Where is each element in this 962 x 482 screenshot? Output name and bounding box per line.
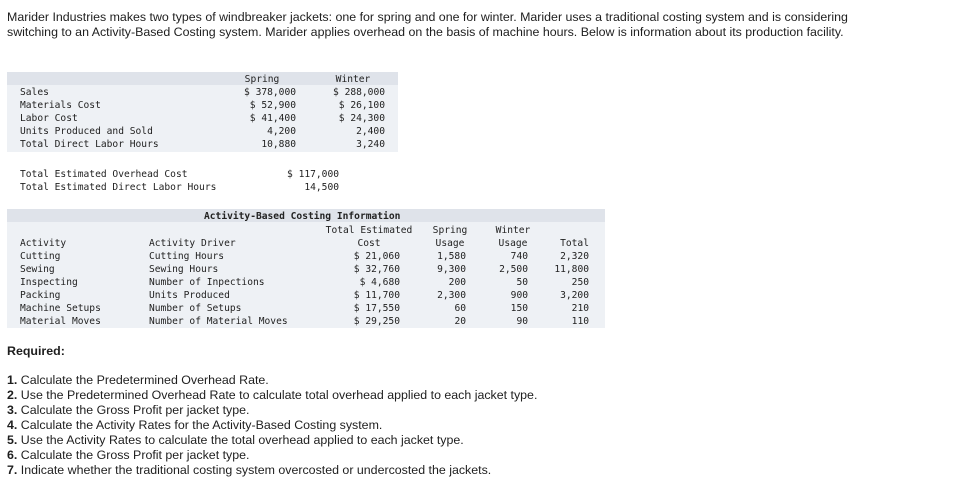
- header-spring-top: Spring: [432, 225, 468, 236]
- activity-name: Machine Setups: [20, 303, 101, 314]
- item-text: Calculate the Gross Profit per jacket type.: [20, 403, 250, 417]
- header-cost-top: Total Estimated: [325, 225, 413, 236]
- total-usage: 3,200: [560, 290, 589, 301]
- winter-usage: 150: [510, 303, 528, 314]
- activity-name: Packing: [20, 290, 61, 301]
- header-total: Total: [560, 238, 589, 249]
- item-text: Use the Predetermined Overhead Rate to calculate total overhead applied to each jacket type.: [20, 388, 538, 402]
- winter-usage: 900: [510, 290, 528, 301]
- winter-value: $ 26,100: [338, 100, 385, 111]
- header-spring: Spring: [244, 74, 280, 85]
- spring-usage: 9,300: [437, 264, 466, 275]
- winter-value: 2,400: [356, 126, 385, 137]
- spring-value: 10,880: [261, 139, 296, 150]
- required-item: [7, 373, 537, 388]
- overhead-cost-label: Total Estimated Overhead Cost: [20, 169, 188, 180]
- required-item: [7, 448, 537, 463]
- required-item: [7, 463, 537, 478]
- item-text: Indicate whether the traditional costing system overcosted or undercosted the jackets.: [20, 463, 492, 477]
- item-number: 5.: [7, 433, 18, 447]
- required-item: [7, 433, 537, 448]
- required-item: [7, 403, 537, 418]
- row-label: Labor Cost: [20, 113, 78, 124]
- spring-value: $ 41,400: [249, 113, 296, 124]
- required-item: [7, 418, 537, 433]
- activity-driver: Number of Inpections: [149, 277, 265, 288]
- spring-value: $ 52,900: [249, 100, 296, 111]
- winter-value: $ 288,000: [333, 87, 385, 98]
- item-number: 7.: [7, 463, 18, 477]
- winter-usage: 2,500: [499, 264, 528, 275]
- activity-driver: Sewing Hours: [149, 264, 219, 275]
- total-usage: 110: [571, 316, 589, 327]
- activity-name: Inspecting: [20, 277, 78, 288]
- row-label: Sales: [20, 87, 49, 98]
- item-text: Calculate the Predetermined Overhead Rate.: [20, 373, 269, 387]
- header-driver: Activity Driver: [149, 238, 236, 249]
- activity-cost: $ 32,760: [353, 264, 400, 275]
- activity-driver: Units Produced: [149, 290, 230, 301]
- winter-value: 3,240: [356, 139, 385, 150]
- total-usage: 210: [571, 303, 589, 314]
- overhead-cost-value: $ 117,000: [287, 169, 339, 180]
- header-winter: Winter: [335, 74, 371, 85]
- activity-driver: Number of Setups: [149, 303, 242, 314]
- spring-usage: 20: [454, 316, 466, 327]
- total-usage: 250: [571, 277, 589, 288]
- row-label: Total Direct Labor Hours: [20, 139, 159, 150]
- spring-usage: 1,580: [437, 251, 466, 262]
- required-item: [7, 388, 537, 403]
- required-heading: Required:: [7, 344, 65, 358]
- activity-name: Material Moves: [20, 316, 101, 327]
- total-usage: 11,800: [554, 264, 589, 275]
- activity-cost: $ 29,250: [353, 316, 400, 327]
- activity-driver: Number of Material Moves: [149, 316, 288, 327]
- spring-value: 4,200: [267, 126, 296, 137]
- item-text: Use the Activity Rates to calculate the total overhead applied to each jacket type.: [20, 433, 464, 447]
- item-number: 4.: [7, 418, 18, 432]
- activity-cost: $ 17,550: [353, 303, 400, 314]
- activity-cost: $ 21,060: [353, 251, 400, 262]
- abc-title: Activity-Based Costing Information: [204, 211, 401, 222]
- item-number: 6.: [7, 448, 18, 462]
- header-activity: Activity: [20, 238, 67, 249]
- winter-value: $ 24,300: [338, 113, 385, 124]
- overhead-hours-label: Total Estimated Direct Labor Hours: [20, 182, 217, 193]
- item-text: Calculate the Activity Rates for the Activity-Based Costing system.: [20, 418, 383, 432]
- activity-driver: Cutting Hours: [149, 251, 225, 262]
- header-cost: Cost: [357, 238, 381, 249]
- item-text: Calculate the Gross Profit per jacket type.: [20, 448, 250, 462]
- row-label: Units Produced and Sold: [20, 126, 153, 137]
- winter-usage: 740: [510, 251, 528, 262]
- spring-usage: 60: [454, 303, 466, 314]
- activity-name: Cutting: [20, 251, 61, 262]
- activity-cost: $ 4,680: [359, 277, 400, 288]
- spring-usage: 2,300: [437, 290, 466, 301]
- item-number: 2.: [7, 388, 18, 402]
- intro-paragraph: Marider Industries makes two types of windbreaker jackets: one for spring and one for winter. Marider uses a traditional costing system and is considering switching to an Activity-Based Costing system. Marider applies overhead on the basis of machine hours. Below is information about its production facility.: [7, 10, 848, 39]
- required-list: [7, 373, 537, 478]
- row-label: Materials Cost: [20, 100, 101, 111]
- item-number: 3.: [7, 403, 18, 417]
- winter-usage: 50: [516, 277, 528, 288]
- winter-usage: 90: [516, 316, 528, 327]
- header-spring-usage: Usage: [435, 238, 465, 249]
- header-winter-top: Winter: [495, 225, 531, 236]
- spring-usage: 200: [448, 277, 466, 288]
- overhead-hours-value: 14,500: [304, 182, 339, 193]
- header-winter-usage: Usage: [498, 238, 528, 249]
- spring-value: $ 378,000: [244, 87, 296, 98]
- item-number: 1.: [7, 373, 18, 387]
- activity-name: Sewing: [20, 264, 55, 275]
- total-usage: 2,320: [560, 251, 589, 262]
- activity-cost: $ 11,700: [353, 290, 400, 301]
